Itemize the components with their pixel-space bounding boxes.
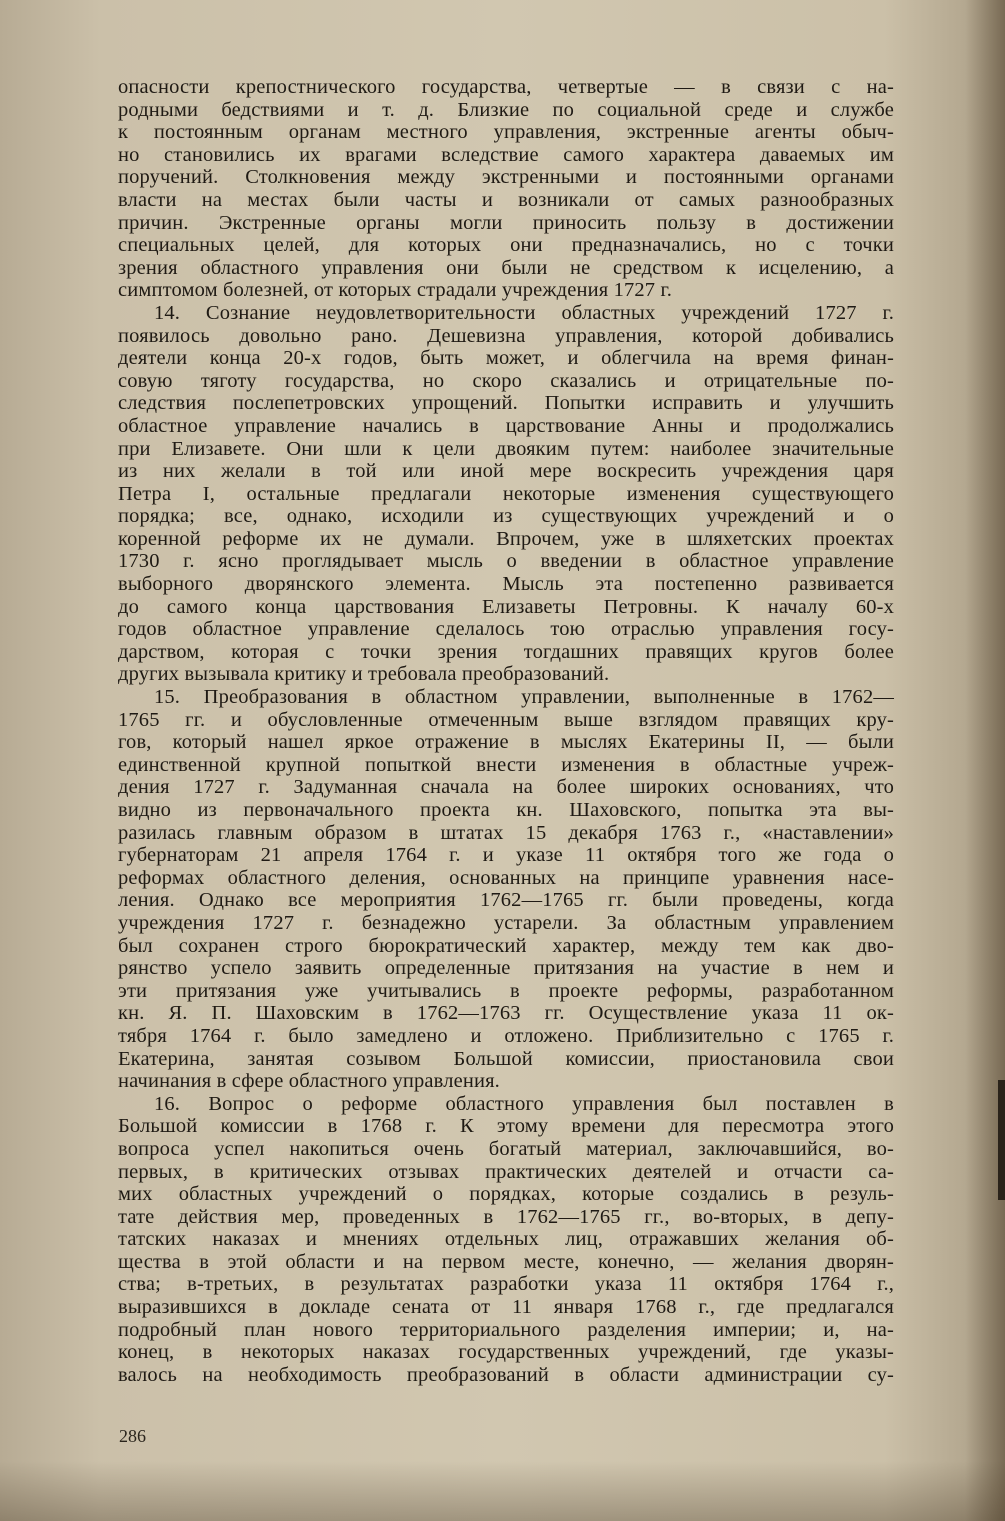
text-line: других вызывала критику и требовала преобразований. — [118, 663, 610, 686]
text-line: тате действия мер, проведенных в 1762—1765 гг., во-вторых, в депу- — [118, 1205, 894, 1228]
body-text — [118, 76, 894, 1386]
text-line: щества в этой области и на первом месте, конечно, — желания дворян- — [118, 1250, 894, 1273]
text-line: вопроса успел накопиться очень богатый материал, заключавшийся, во- — [118, 1137, 894, 1160]
text-line: следствия послепетровских упрощений. Попытки исправить и улучшить — [118, 392, 894, 415]
text-line: разилась главным образом в штатах 15 декабря 1763 г., «наставлении» — [118, 821, 894, 844]
text-line: выборного дворянского элемента. Мысль эта постепенно развивается — [118, 573, 894, 596]
text-line: татских наказах и мнениях отдельных лиц, отражавших желания об- — [118, 1228, 894, 1251]
text-line: родными бедствиями и т. д. Близкие по социальной среде и службе — [118, 98, 894, 121]
text-line: поручений. Столкновения между экстренными и постоянными органами — [118, 166, 894, 189]
text-line: учреждения 1727 г. безнадежно устарели. За областным управлением — [118, 911, 894, 934]
text-line: опасности крепостнического государства, четвертые — в связи с на- — [118, 76, 894, 98]
text-line: к постоянным органам местного управления, экстренные агенты обыч- — [118, 121, 894, 144]
text-line: реформах областного деления, основанных на принципе уравнения насе- — [118, 866, 894, 889]
text-line: валось на необходимость преобразований в области администрации су- — [118, 1363, 894, 1386]
text-line: кн. Я. П. Шаховским в 1762—1763 гг. Осуществление указа 11 ок- — [118, 1002, 894, 1025]
text-line: рянство успело заявить определенные притязания на участие в нем и — [118, 957, 894, 980]
text-line: появилось довольно рано. Дешевизна управления, которой добивались — [118, 324, 894, 347]
page-edge-shadow — [965, 0, 1005, 1521]
text-line: первых, в критических отзывах практических деятелей и отчасти са- — [118, 1160, 894, 1183]
text-line: эти притязания уже учитывались в проекте реформы, разработанном — [118, 979, 894, 1002]
text-line: ления. Однако все мероприятия 1762—1765 гг. были проведены, когда — [118, 889, 894, 912]
text-line: порядка; все, однако, исходили из существующих учреждений и о — [118, 505, 894, 528]
page-number: 286 — [119, 1426, 146, 1446]
text-line: коренной реформе их не думали. Впрочем, уже в шляхетских проектах — [118, 527, 894, 550]
text-line: специальных целей, для которых они предназначались, но с точки — [118, 234, 894, 257]
text-line: Большой комиссии в 1768 г. К этому времени для пересмотра этого — [118, 1115, 894, 1138]
text-line: Екатерина, занятая созывом Большой комиссии, приостановила свои — [118, 1047, 894, 1070]
paragraph-14-start: 14. Сознание неудовлетворительности областных учреждений 1727 г. — [154, 301, 894, 324]
text-line: зрения областного управления они были не средством к исцелению, а — [118, 256, 894, 279]
text-line: мих областных учреждений о порядках, которые создались в резуль- — [118, 1183, 894, 1206]
text-line: власти на местах были часты и возникали от самых разнообразных — [118, 188, 894, 211]
text-line: дарством, которая с точки зрения тогдашних правящих кругов более — [118, 640, 894, 663]
text-line: подробный план нового территориального разделения империи; и, на- — [118, 1318, 894, 1341]
text-line: но становились их врагами вследствие самого характера даваемых им — [118, 143, 894, 166]
text-line: годов областное управление сделалось тою отраслью управления госу- — [118, 618, 894, 641]
text-line: симптомом болезней, от которых страдали учреждения 1727 г. — [118, 279, 673, 302]
text-line: 1765 гг. и обусловленные отмеченным выше взглядом правящих кру- — [118, 708, 894, 731]
text-line: до самого конца царствования Елизаветы Петровны. К началу 60-х — [118, 595, 894, 618]
paragraph-16-start: 16. Вопрос о реформе областного управления был поставлен в — [154, 1092, 894, 1115]
paragraph-15-start: 15. Преобразования в областном управлении, выполненные в 1762— — [154, 686, 894, 709]
text-line: начинания в сфере областного управления. — [118, 1070, 500, 1093]
text-line: областное управление начались в царствование Анны и продолжались — [118, 414, 894, 437]
text-line: причин. Экстренные органы могли приносить пользу в достижении — [118, 211, 894, 234]
text-line: тября 1764 г. было замедлено и отложено. Приблизительно с 1765 г. — [118, 1024, 894, 1047]
text-line: видно из первоначального проекта кн. Шаховского, попытка эта вы- — [118, 799, 894, 821]
text-line: гов, который нашел яркое отражение в мыслях Екатерины II, — были — [118, 731, 894, 754]
page-bottom-shadow — [0, 1461, 1005, 1521]
text-line: совую тяготу государства, но скоро сказались и отрицательные по- — [118, 369, 894, 392]
text-line: губернаторам 21 апреля 1764 г. и указе 11 октября того же года о — [118, 844, 894, 867]
text-line: конец, в некоторых наказах государственных учреждений, где указы- — [118, 1341, 894, 1364]
text-line: единственной крупной попыткой внести изменения в областные учреж- — [118, 753, 894, 776]
text-line: 1730 г. ясно проглядывает мысль о введении в областное управление — [118, 550, 894, 573]
text-line: был сохранен строго бюрократический характер, между тем как дво- — [118, 934, 894, 957]
text-line: при Елизавете. Они шли к цели двояким путем: наиболее значительные — [118, 437, 894, 460]
text-line: Петра I, остальные предлагали некоторые изменения существующего — [118, 482, 894, 505]
text-line: дения 1727 г. Задуманная сначала на более широких основаниях, что — [118, 776, 894, 799]
text-line: выразившихся в докладе сената от 11 января 1768 г., где предлагался — [118, 1296, 894, 1319]
binding-mark — [998, 1080, 1005, 1200]
text-line: деятели конца 20-х годов, быть может, и облегчила на время финан- — [118, 347, 894, 370]
text-line: ства; в-третьих, в результатах разработки указа 11 октября 1764 г., — [118, 1273, 894, 1296]
text-line: из них желали в той или иной мере воскресить учреждения царя — [118, 460, 894, 483]
